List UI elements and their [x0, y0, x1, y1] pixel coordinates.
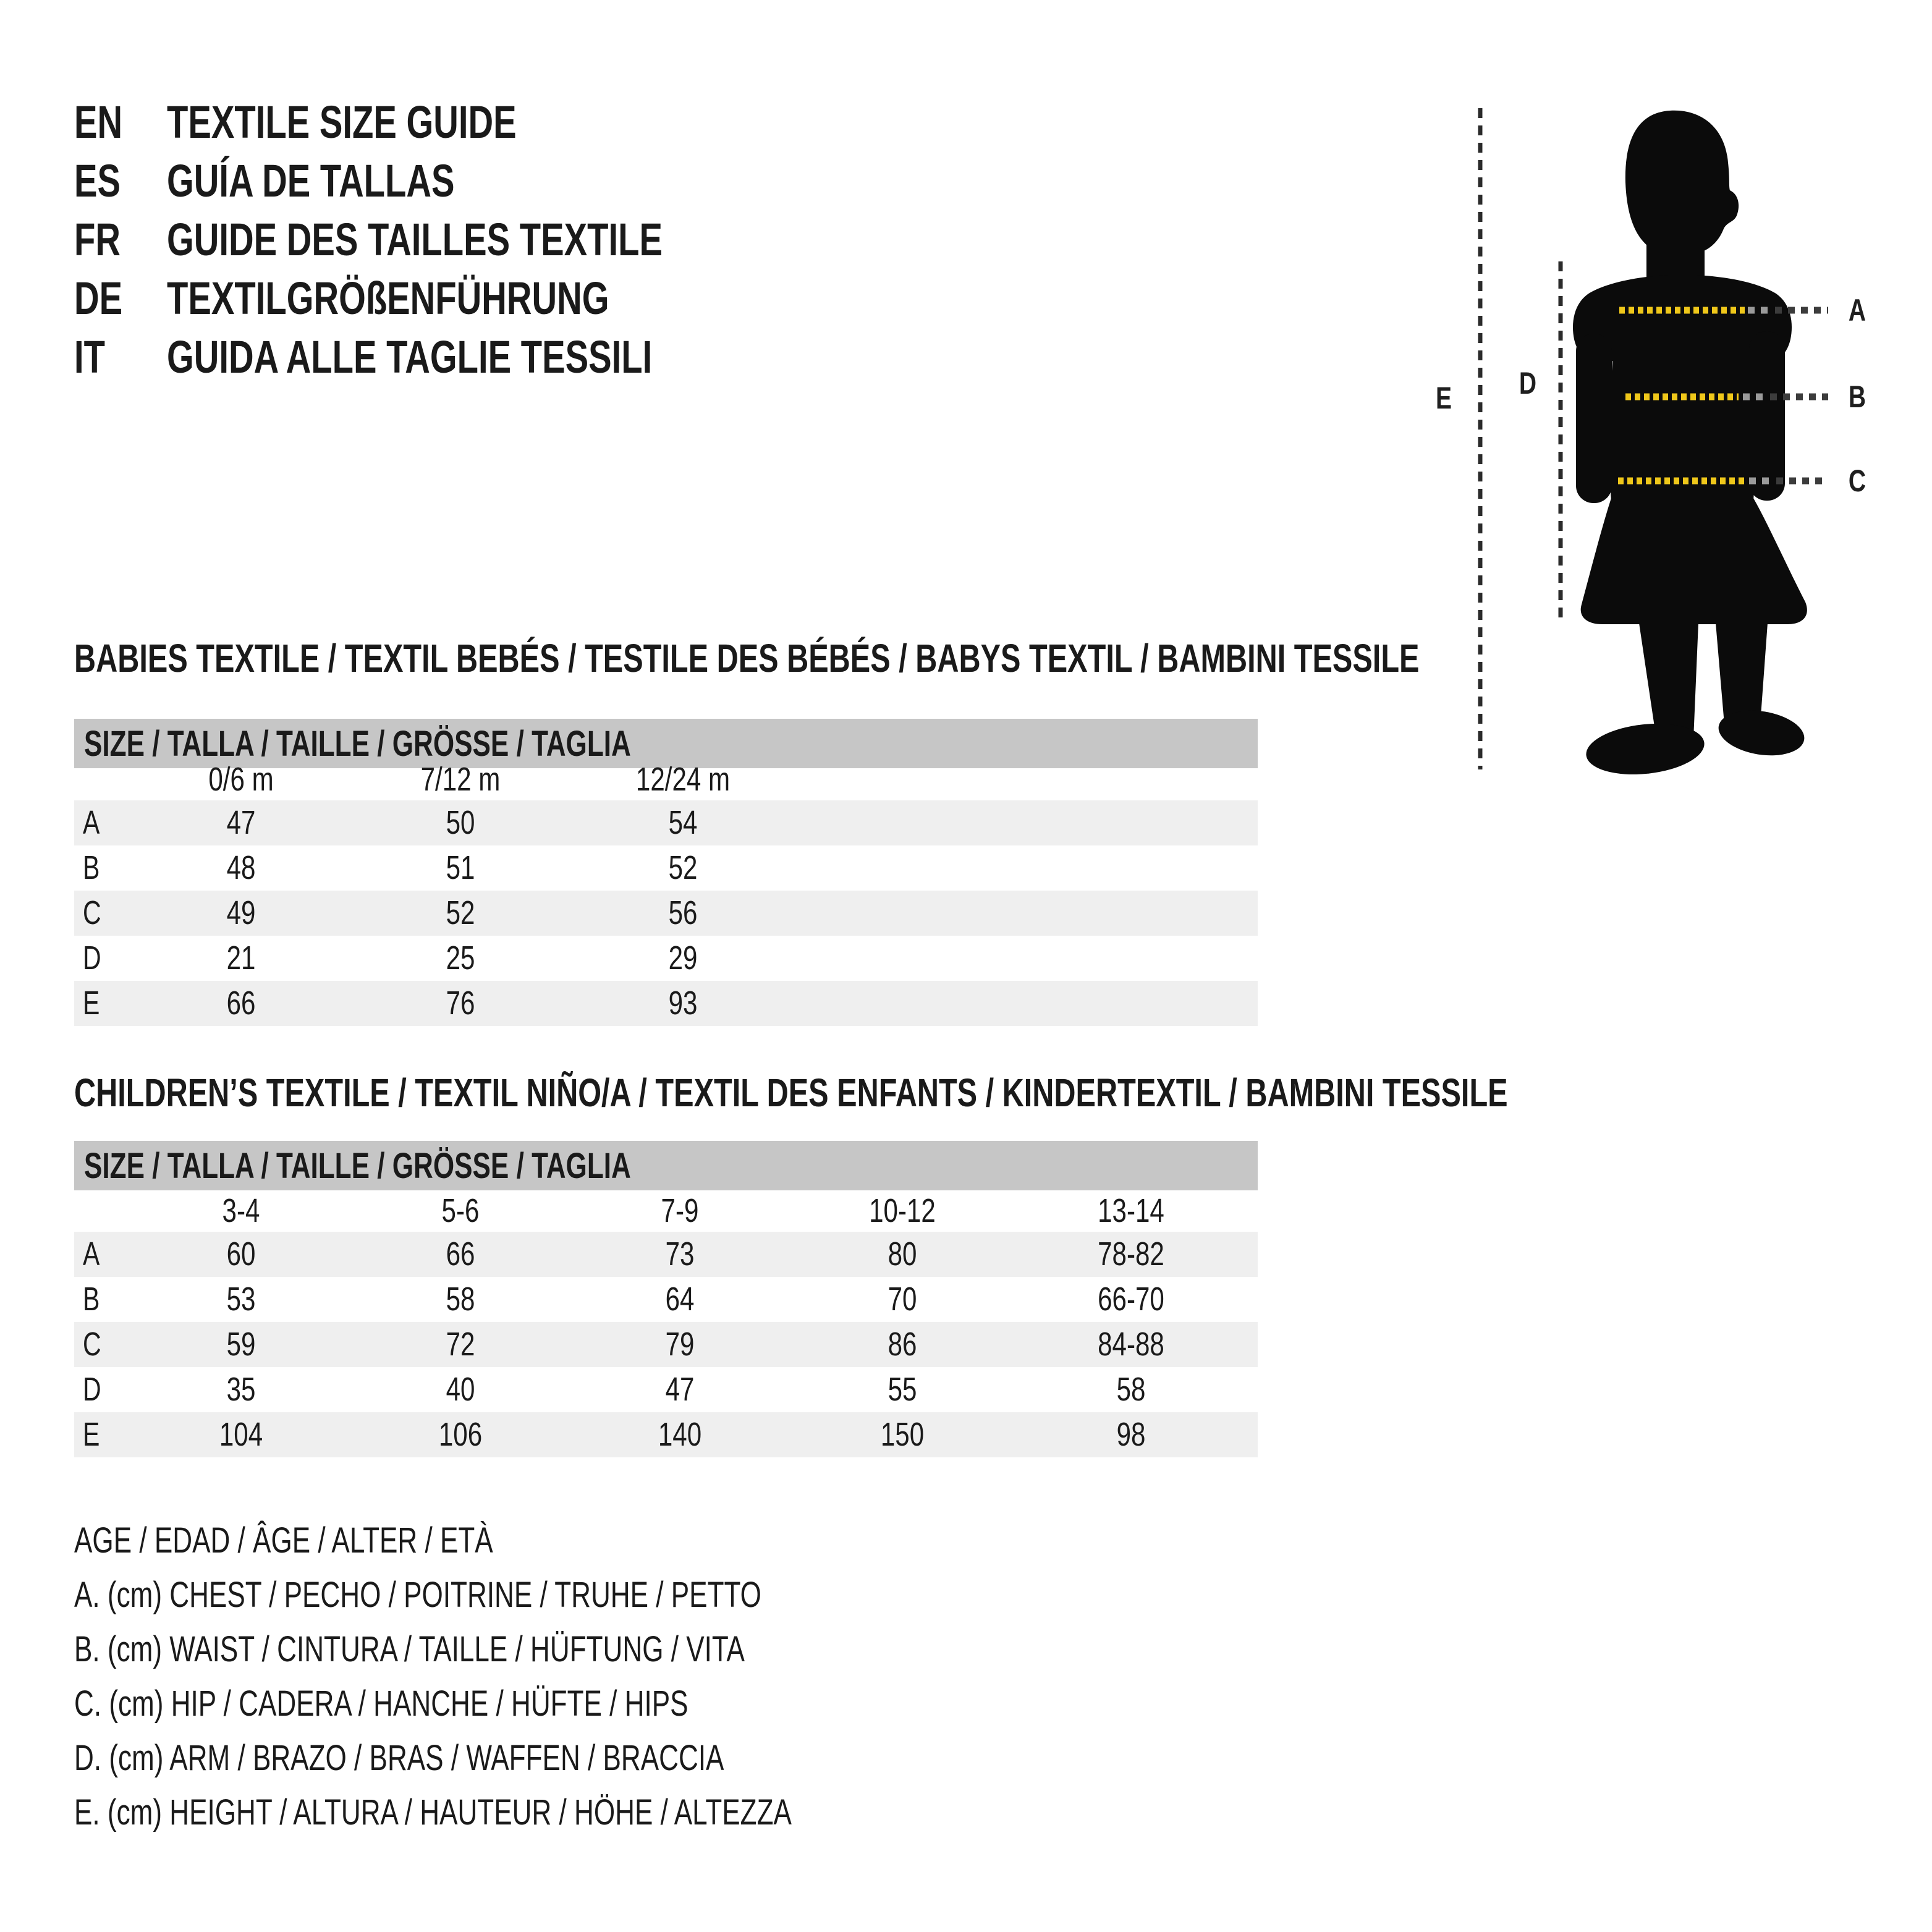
- child-measurement-figure: [1391, 62, 1932, 803]
- guide-title-fr: GUIDE DES TAILLES TEXTILE: [167, 214, 663, 265]
- cell: 79: [665, 1326, 695, 1363]
- lang-row-it: [74, 328, 819, 386]
- children-section-title-text: CHILDREN’S TEXTILE / TEXTIL NIÑO/A / TEXTIL DES ENFANTS / KINDERTEXTIL / BAMBINI TESSILE: [74, 1070, 1508, 1115]
- row-label: E: [83, 985, 100, 1022]
- cell: 84-88: [1098, 1326, 1164, 1363]
- children-table-row-b: [74, 1277, 1258, 1322]
- figure-label-b: B: [1848, 379, 1866, 415]
- figure-label-c: C: [1848, 463, 1866, 499]
- cell: 56: [668, 894, 698, 931]
- cell: 140: [658, 1416, 702, 1453]
- babies-section-title: [74, 637, 1844, 680]
- cell: 72: [446, 1326, 475, 1363]
- babies-size-header-text: SIZE / TALLA / TAILLE / GRÖSSE / TAGLIA: [84, 723, 631, 764]
- figure-label-e: E: [1435, 380, 1452, 416]
- babies-table-row-c: [74, 891, 1258, 936]
- legend-hip-text: C. (cm) HIP / CADERA / HANCHE / HÜFTE / HIPS: [74, 1683, 688, 1724]
- row-label: B: [83, 1281, 100, 1318]
- cell: 55: [888, 1371, 917, 1408]
- cell: 98: [1116, 1416, 1146, 1453]
- children-size-header-text: SIZE / TALLA / TAILLE / GRÖSSE / TAGLIA: [84, 1145, 631, 1186]
- cell: 66: [226, 985, 256, 1022]
- legend-waist: [74, 1622, 1019, 1676]
- legend-chest-text: A. (cm) CHEST / PECHO / POITRINE / TRUHE / PETTO: [74, 1574, 761, 1615]
- children-col-10-12: 10-12: [869, 1192, 936, 1229]
- children-table-row-c: [74, 1322, 1258, 1367]
- babies-section-title-text: BABIES TEXTILE / TEXTIL BEBÉS / TESTILE DES BÉBÉS / BABYS TEXTIL / BAMBINI TESSILE: [74, 636, 1420, 680]
- children-table-row-e: [74, 1412, 1258, 1457]
- cell: 51: [446, 849, 475, 886]
- cell: 66-70: [1098, 1281, 1164, 1318]
- cell: 70: [888, 1281, 917, 1318]
- lang-code-it: IT: [74, 331, 105, 383]
- guide-title-en: TEXTILE SIZE GUIDE: [167, 96, 517, 148]
- cell: 60: [226, 1235, 256, 1273]
- lang-row-es: [74, 151, 819, 210]
- legend-arm-text: D. (cm) ARM / BRAZO / BRAS / WAFFEN / BRACCIA: [74, 1737, 724, 1778]
- cell: 53: [226, 1281, 256, 1318]
- cell: 58: [1116, 1371, 1146, 1408]
- babies-col-0-6m: 0/6 m: [208, 761, 274, 798]
- cell: 58: [446, 1281, 475, 1318]
- babies-table-row-b: [74, 845, 1258, 891]
- children-col-13-14: 13-14: [1098, 1192, 1164, 1229]
- cell: 73: [665, 1235, 695, 1273]
- guide-title-es: GUÍA DE TALLAS: [167, 155, 455, 206]
- row-label: D: [83, 939, 101, 977]
- cell: 59: [226, 1326, 256, 1363]
- guide-title-it: GUIDA ALLE TAGLIE TESSILI: [167, 331, 653, 383]
- legend-hip: [74, 1676, 1019, 1731]
- lang-row-en: [74, 93, 819, 151]
- children-col-3-4: 3-4: [222, 1192, 260, 1229]
- children-table-row-a: [74, 1232, 1258, 1277]
- cell: 50: [446, 804, 475, 841]
- cell: 25: [446, 939, 475, 977]
- lang-code-fr: FR: [74, 214, 121, 265]
- figure-label-a: A: [1848, 292, 1866, 328]
- lang-code-de: DE: [74, 273, 123, 324]
- row-label: A: [83, 804, 100, 841]
- measurement-legend: [74, 1513, 1019, 1839]
- cell: 93: [668, 985, 698, 1022]
- cell: 47: [665, 1371, 695, 1408]
- legend-height-text: E. (cm) HEIGHT / ALTURA / HAUTEUR / HÖHE / ALTEZZA: [74, 1792, 792, 1832]
- children-col-7-9: 7-9: [661, 1192, 699, 1229]
- cell: 52: [668, 849, 698, 886]
- legend-age-text: AGE / EDAD / ÂGE / ALTER / ETÀ: [74, 1520, 493, 1561]
- row-label: C: [83, 894, 101, 931]
- legend-height: [74, 1785, 1019, 1839]
- lang-row-fr: [74, 210, 819, 269]
- row-label: D: [83, 1371, 101, 1408]
- cell: 106: [438, 1416, 483, 1453]
- babies-table-row-a: [74, 800, 1258, 845]
- row-label: B: [83, 849, 100, 886]
- babies-col-12-24m: 12/24 m: [635, 761, 731, 798]
- guide-title-de: TEXTILGRÖßENFÜHRUNG: [167, 273, 609, 324]
- cell: 52: [446, 894, 475, 931]
- language-header: [74, 93, 819, 386]
- cell: 86: [888, 1326, 917, 1363]
- lang-code-es: ES: [74, 155, 121, 206]
- cell: 21: [226, 939, 256, 977]
- cell: 29: [668, 939, 698, 977]
- cell: 78-82: [1098, 1235, 1164, 1273]
- row-label: C: [83, 1326, 101, 1363]
- cell: 54: [668, 804, 698, 841]
- cell: 47: [226, 804, 256, 841]
- cell: 104: [219, 1416, 263, 1453]
- legend-waist-text: B. (cm) WAIST / CINTURA / TAILLE / HÜFTUNG / VITA: [74, 1629, 745, 1669]
- cell: 66: [446, 1235, 475, 1273]
- children-size-header-bar: [74, 1141, 1258, 1190]
- row-label: A: [83, 1235, 100, 1273]
- cell: 35: [226, 1371, 256, 1408]
- children-section-title: [74, 1071, 1932, 1114]
- babies-table-row-e: [74, 981, 1258, 1026]
- lang-row-de: [74, 269, 819, 328]
- cell: 150: [880, 1416, 925, 1453]
- babies-table-row-d: [74, 936, 1258, 981]
- cell: 48: [226, 849, 256, 886]
- cell: 76: [446, 985, 475, 1022]
- cell: 40: [446, 1371, 475, 1408]
- lang-code-en: EN: [74, 96, 123, 148]
- legend-age: [74, 1513, 1019, 1567]
- cell: 80: [888, 1235, 917, 1273]
- children-table-row-d: [74, 1367, 1258, 1412]
- cell: 49: [226, 894, 256, 931]
- cell: 64: [665, 1281, 695, 1318]
- row-label: E: [83, 1416, 100, 1453]
- legend-arm: [74, 1731, 1019, 1785]
- legend-chest: [74, 1567, 1019, 1622]
- children-col-5-6: 5-6: [441, 1192, 480, 1229]
- figure-label-d: D: [1519, 365, 1537, 401]
- babies-col-7-12m: 7/12 m: [420, 761, 501, 798]
